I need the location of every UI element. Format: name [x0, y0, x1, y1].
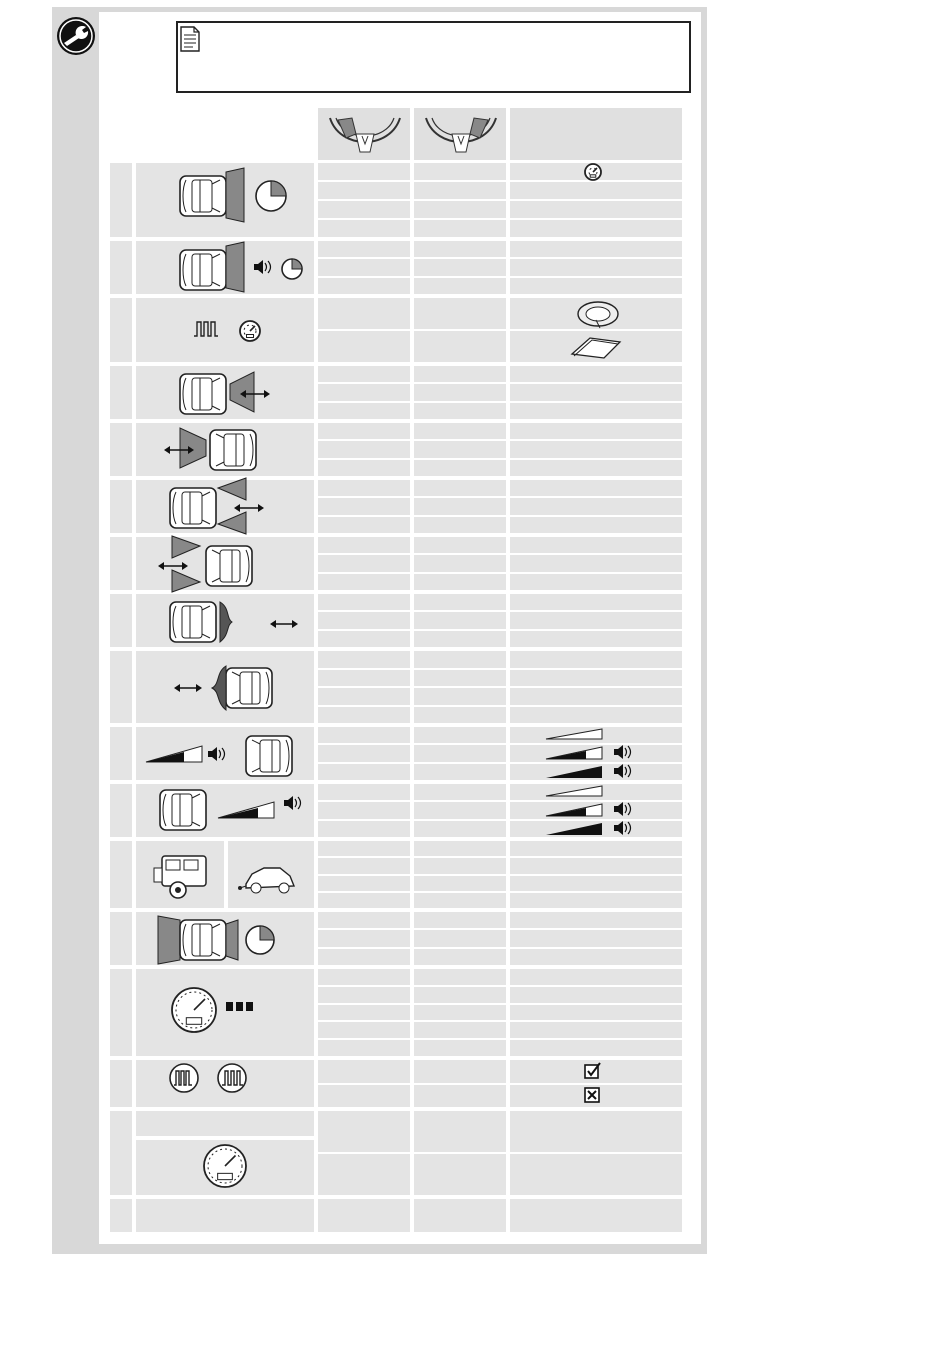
value-cell [318, 727, 410, 743]
note-cell [510, 912, 682, 928]
value-cell [414, 949, 506, 965]
row-number-cell [110, 298, 132, 362]
value-cell [414, 423, 506, 439]
car-front-right-range-icon [180, 370, 276, 416]
note-cell [510, 969, 682, 985]
value-cell [318, 764, 410, 780]
value-cell [318, 612, 410, 628]
value-cell [318, 498, 410, 514]
value-cell [414, 1040, 506, 1056]
row-number-cell [110, 537, 132, 590]
value-cell [318, 278, 410, 294]
spare-wheel-car-icon [152, 850, 212, 900]
value-cell [414, 969, 506, 985]
value-cell [318, 1040, 410, 1056]
value-cell [318, 987, 410, 1003]
value-cell [318, 670, 410, 687]
value-cell [414, 480, 506, 496]
check-icon [584, 1062, 602, 1080]
note-cell [510, 498, 682, 514]
card-icon [570, 334, 622, 360]
note-box [176, 21, 691, 93]
value-cell [318, 784, 410, 800]
value-cell [414, 555, 506, 571]
value-cell [414, 441, 506, 457]
note-cell [510, 555, 682, 571]
volume-high-sound-icon [546, 764, 636, 780]
wrench-icon [56, 16, 96, 56]
value-cell [414, 498, 506, 514]
volume-front-icon [146, 732, 296, 778]
value-cell [414, 876, 506, 891]
note-cell [510, 670, 682, 687]
value-cell [414, 182, 506, 199]
note-cell [510, 441, 682, 457]
row-number-cell [110, 912, 132, 965]
row-number-cell [110, 1111, 132, 1195]
value-cell [414, 331, 506, 362]
row-number-cell [110, 1060, 132, 1107]
value-cell [318, 876, 410, 891]
value-cell [414, 987, 506, 1003]
value-cell [414, 688, 506, 705]
value-cell [414, 1085, 506, 1108]
towbar-car-icon [240, 860, 296, 900]
value-cell [318, 163, 410, 180]
value-cell [318, 949, 410, 965]
note-cell [510, 366, 682, 382]
value-cell [318, 201, 410, 218]
value-cell [414, 460, 506, 476]
value-cell [318, 241, 410, 257]
value-cell [414, 220, 506, 237]
value-cell [414, 1111, 506, 1152]
value-cell [318, 594, 410, 610]
value-cell [414, 278, 506, 294]
value-cell [414, 631, 506, 647]
value-cell [414, 841, 506, 856]
note-cell [510, 1040, 682, 1056]
value-cell [414, 745, 506, 761]
value-cell [318, 1111, 410, 1152]
value-cell [414, 670, 506, 687]
note-cell [510, 423, 682, 439]
value-cell [414, 912, 506, 928]
value-cell [414, 1005, 506, 1021]
value-cell [318, 969, 410, 985]
header-notes [510, 108, 682, 160]
value-cell [318, 631, 410, 647]
value-cell [318, 441, 410, 457]
note-cell [510, 1022, 682, 1038]
note-cell [510, 1199, 682, 1232]
symbol-cell [136, 1199, 314, 1232]
speedometer-small-icon [583, 162, 603, 182]
value-cell [318, 574, 410, 590]
note-cell [510, 537, 682, 553]
note-document-icon [180, 26, 200, 52]
speedometer-icon [202, 1144, 250, 1190]
volume-mid-sound-icon [546, 802, 636, 818]
steering-wheel-left-buttons-icon [326, 112, 404, 158]
value-cell [318, 930, 410, 946]
value-cell [318, 821, 410, 837]
note-cell [510, 651, 682, 668]
note-cell [510, 1111, 682, 1152]
value-cell [414, 594, 506, 610]
value-cell [414, 707, 506, 724]
row-number-cell [110, 594, 132, 647]
value-cell [318, 745, 410, 761]
value-cell [414, 893, 506, 908]
row-number-cell [110, 969, 132, 1056]
value-cell [414, 930, 506, 946]
value-cell [414, 651, 506, 668]
note-cell [510, 707, 682, 724]
value-cell [414, 1022, 506, 1038]
row-number-cell [110, 784, 132, 837]
volume-low-icon [546, 729, 604, 741]
speedometer-level-icon [170, 986, 260, 1034]
value-cell [414, 517, 506, 533]
note-cell [510, 930, 682, 946]
value-cell [318, 517, 410, 533]
value-cell [318, 423, 410, 439]
value-cell [318, 298, 410, 329]
value-cell [414, 764, 506, 780]
car-front-bumper-range-icon [170, 598, 300, 644]
note-cell [510, 220, 682, 237]
note-cell [510, 688, 682, 705]
value-cell [318, 1085, 410, 1108]
row-number-cell [110, 163, 132, 237]
car-rear-left-range-icon [162, 426, 262, 472]
volume-high-sound-icon [546, 821, 636, 837]
note-cell [510, 858, 682, 873]
row-number-cell [110, 651, 132, 723]
value-cell [414, 201, 506, 218]
note-cell [510, 278, 682, 294]
value-cell [414, 537, 506, 553]
car-rear-sensor-zone-icon [176, 168, 288, 224]
pulse-pair-icon [168, 1062, 248, 1094]
value-cell [318, 1005, 410, 1021]
value-cell [318, 651, 410, 668]
car-front-corner-right-range-icon [170, 478, 270, 536]
value-cell [318, 555, 410, 571]
note-cell [510, 949, 682, 965]
note-cell [510, 612, 682, 628]
steering-wheel-right-buttons-icon [422, 112, 500, 158]
symbol-cell [136, 1111, 314, 1136]
car-both-zones-timer-icon [156, 914, 280, 966]
value-cell [318, 537, 410, 553]
value-cell [414, 612, 506, 628]
pulse-speedometer-icon [194, 318, 264, 344]
value-cell [414, 366, 506, 382]
row-number-cell [110, 1199, 132, 1232]
value-cell [318, 460, 410, 476]
row-number-cell [110, 366, 132, 419]
note-cell [510, 987, 682, 1003]
row-number-cell [110, 423, 132, 476]
note-cell [510, 201, 682, 218]
value-cell [414, 574, 506, 590]
value-cell [414, 1060, 506, 1083]
value-cell [318, 259, 410, 275]
value-cell [414, 858, 506, 873]
row-number-cell [110, 841, 132, 908]
value-cell [318, 858, 410, 873]
value-cell [414, 802, 506, 818]
value-cell [414, 163, 506, 180]
value-cell [414, 298, 506, 329]
car-rear-bumper-range-icon [172, 662, 280, 712]
note-cell [510, 1005, 682, 1021]
note-cell [510, 403, 682, 419]
note-cell [510, 182, 682, 199]
value-cell [318, 893, 410, 908]
value-cell [318, 912, 410, 928]
value-cell [414, 403, 506, 419]
volume-rear-icon [158, 788, 308, 832]
note-cell [510, 841, 682, 856]
value-cell [318, 1154, 410, 1195]
row-number-cell [110, 727, 132, 780]
volume-low-icon [546, 786, 604, 798]
value-cell [318, 403, 410, 419]
note-cell [510, 631, 682, 647]
value-cell [414, 727, 506, 743]
note-cell [510, 893, 682, 908]
value-cell [318, 841, 410, 856]
note-cell [510, 574, 682, 590]
value-cell [414, 1154, 506, 1195]
volume-mid-sound-icon [546, 745, 636, 761]
value-cell [318, 182, 410, 199]
key-fob-icon [576, 300, 620, 330]
row-number-cell [110, 480, 132, 533]
note-cell [510, 594, 682, 610]
value-cell [318, 1199, 410, 1232]
car-rear-corner-left-range-icon [156, 536, 256, 594]
car-rear-sound-timer-icon [176, 242, 306, 294]
note-cell [510, 480, 682, 496]
value-cell [414, 241, 506, 257]
value-cell [414, 259, 506, 275]
value-cell [318, 220, 410, 237]
note-cell [510, 259, 682, 275]
row-number-cell [110, 241, 132, 294]
value-cell [318, 384, 410, 400]
note-cell [510, 241, 682, 257]
value-cell [414, 1199, 506, 1232]
value-cell [414, 384, 506, 400]
note-cell [510, 1154, 682, 1195]
value-cell [318, 480, 410, 496]
cross-icon [584, 1086, 602, 1104]
value-cell [414, 784, 506, 800]
value-cell [318, 366, 410, 382]
value-cell [414, 821, 506, 837]
value-cell [318, 688, 410, 705]
value-cell [318, 1022, 410, 1038]
note-cell [510, 517, 682, 533]
value-cell [318, 1060, 410, 1083]
value-cell [318, 802, 410, 818]
note-cell [510, 876, 682, 891]
note-cell [510, 460, 682, 476]
note-cell [510, 384, 682, 400]
value-cell [318, 707, 410, 724]
value-cell [318, 331, 410, 362]
